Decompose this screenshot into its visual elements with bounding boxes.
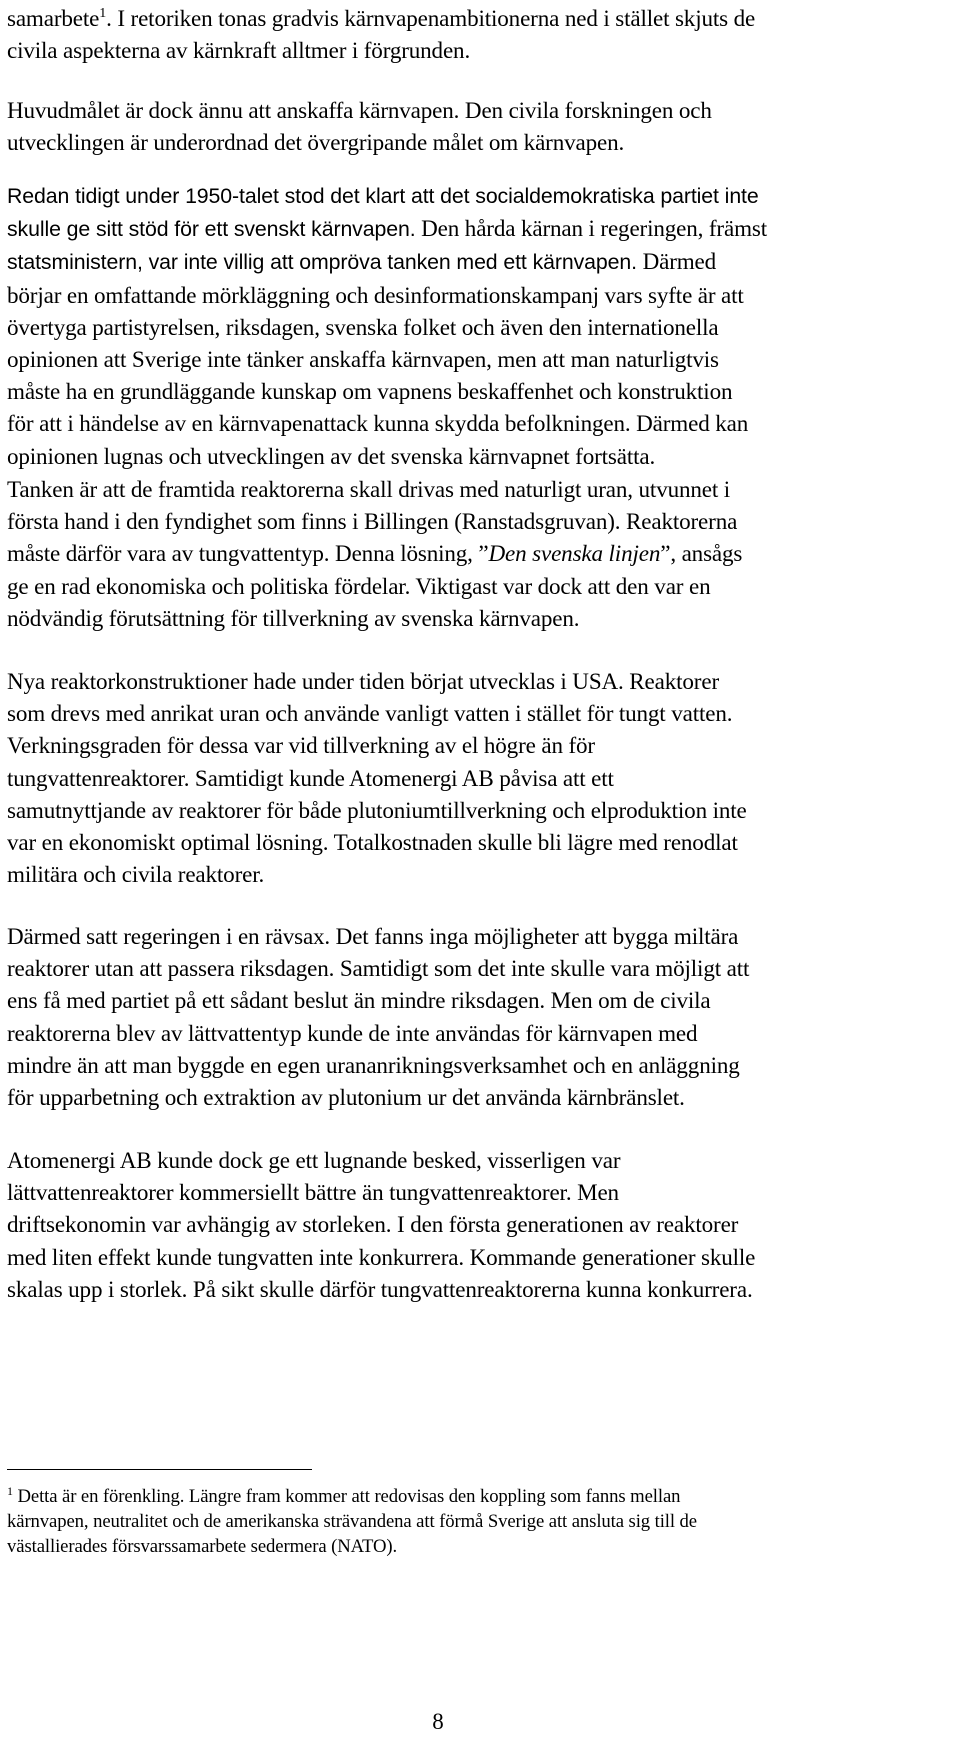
text-line: utvecklingen är underordnad det övergripande målet om kärnvapen. bbox=[7, 129, 625, 156]
text-fragment: Detta är en förenkling. Längre fram kommer att redovisas den koppling som fanns mellan bbox=[12, 1486, 681, 1507]
text-line bbox=[7, 2, 952, 34]
paragraph-2 bbox=[7, 94, 952, 158]
paragraph-6 bbox=[7, 920, 952, 1113]
text-fragment: Den hårda kärnan i regeringen, främst bbox=[415, 215, 767, 242]
text-line: opinionen lugnas och utvecklingen av det svenska kärnvapnet fortsätta. bbox=[7, 442, 656, 469]
text-fragment: skulle ge sitt stöd för ett svenskt kärnvapen. bbox=[7, 217, 416, 242]
text-line: som drevs med anrikat uran och använde vanligt vatten i stället för tungt vatten. bbox=[7, 700, 733, 727]
text-fragment: statsministern, var inte villig att ompröva tanken med ett kärnvapen. bbox=[7, 250, 637, 275]
text-line: var en ekonomiskt optimal lösning. Totalkostnaden skulle bli lägre med renodlat bbox=[7, 829, 738, 856]
text-line: tungvattenreaktorer. Samtidigt kunde Atomenergi AB påvisa att ett bbox=[7, 764, 614, 791]
text-line: samutnyttjande av reaktorer för både plutoniumtillverkning och elproduktion inte bbox=[7, 796, 747, 823]
text-fragment: måste därför vara av tungvattentyp. Denna lösning, ” bbox=[7, 540, 489, 567]
footnote-separator bbox=[7, 1469, 312, 1470]
text-line: nödvändig förutsättning för tillverkning av svenska kärnvapen. bbox=[7, 604, 580, 631]
footnote-marker: 1 bbox=[7, 1484, 13, 1498]
text-line: för att i händelse av en kärnvapenattack kunna skydda befolkningen. Därmed kan bbox=[7, 410, 749, 437]
text-line: Huvudmålet är dock ännu att anskaffa kärnvapen. Den civila forskningen och bbox=[7, 97, 712, 123]
text-line: Nya reaktorkonstruktioner hade under tiden börjat utvecklas i USA. Reaktorer bbox=[7, 668, 719, 694]
text-line: lättvattenreaktorer kommersiellt bättre än tungvattenreaktorer. Men bbox=[7, 1179, 619, 1206]
paragraph-7 bbox=[7, 1144, 952, 1305]
text-line: övertyga partistyrelsen, riksdagen, svenska folket och även den internationella bbox=[7, 313, 719, 340]
text-line: mindre än att man byggde en egen urananrikningsverksamhet och en anläggning bbox=[7, 1051, 740, 1078]
text-line: opinionen att Sverige inte tänker anskaffa kärnvapen, men att man naturligtvis bbox=[7, 346, 719, 373]
text-fragment: ”, ansågs bbox=[660, 540, 743, 567]
text-line: skalas upp i storlek. På sikt skulle därför tungvattenreaktorerna kunna konkurrera. bbox=[7, 1275, 753, 1302]
footnote bbox=[7, 1484, 952, 1560]
text-line bbox=[7, 212, 952, 245]
emphasized-term: Den svenska linjen bbox=[488, 540, 661, 567]
text-line: reaktorer utan att passera riksdagen. Samtidigt som det inte skulle vara möjligt att bbox=[7, 955, 750, 982]
text-line: civila aspekterna av kärnkraft alltmer i förgrunden. bbox=[7, 37, 471, 64]
paragraph-4 bbox=[7, 473, 952, 634]
page-number: 8 bbox=[432, 1709, 444, 1734]
footnote-line: västallierades försvarssamarbete sedermera (NATO). bbox=[7, 1536, 398, 1558]
text-line: driftsekonomin var avhängig av storleken. I den första generationen av reaktorer bbox=[7, 1211, 739, 1238]
footnote-line bbox=[7, 1484, 952, 1509]
text-line: ens få med partiet på ett sådant beslut än mindre riksdagen. Men om de civila bbox=[7, 987, 711, 1014]
text-line: Atomenergi AB kunde dock ge ett lugnande besked, visserligen var bbox=[7, 1147, 621, 1173]
text-line: Redan tidigt under 1950-talet stod det klart att det socialdemokratiska partiet inte bbox=[7, 184, 759, 208]
footnote-reference[interactable]: 1 bbox=[99, 6, 107, 21]
text-line bbox=[7, 537, 952, 569]
text-line: med liten effekt kunde tungvatten inte konkurrera. Kommande generationer skulle bbox=[7, 1243, 756, 1270]
text-fragment: Därmed bbox=[636, 248, 717, 275]
document-page bbox=[7, 0, 952, 1749]
text-line bbox=[7, 245, 952, 278]
text-line: ge en rad ekonomiska och politiska fördelar. Viktigast var dock att den var en bbox=[7, 572, 711, 599]
text-line: Därmed satt regeringen i en rävsax. Det fanns inga möjligheter att bygga miltära bbox=[7, 923, 739, 949]
footnote-line: kärnvapen, neutralitet och de amerikanska strävandena att förmå Sverige att ansluta sig till de bbox=[7, 1511, 697, 1533]
text-fragment: samarbete bbox=[7, 5, 100, 31]
text-line: första hand i den fyndighet som finns i Billingen (Ranstadsgruvan). Reaktorerna bbox=[7, 508, 738, 535]
text-fragment: . I retoriken tonas gradvis kärnvapenambitionerna ned i stället skjuts de bbox=[106, 5, 756, 31]
paragraph-5 bbox=[7, 665, 952, 890]
text-line: reaktorerna blev av lättvattentyp kunde de inte användas för kärnvapen med bbox=[7, 1019, 698, 1046]
text-line: för upparbetning och extraktion av plutonium ur det använda kärnbränslet. bbox=[7, 1084, 685, 1111]
paragraph-1 bbox=[7, 2, 952, 66]
text-line: Verkningsgraden för dessa var vid tillverkning av el högre än för bbox=[7, 732, 595, 759]
text-line: måste ha en grundläggande kunskap om vapnens beskaffenhet och konstruktion bbox=[7, 378, 733, 405]
text-line: börjar en omfattande mörkläggning och desinformationskampanj vars syfte är att bbox=[7, 281, 744, 308]
text-line: militära och civila reaktorer. bbox=[7, 861, 265, 888]
paragraph-3 bbox=[7, 180, 952, 472]
text-line: Tanken är att de framtida reaktorerna skall drivas med naturligt uran, utvunnet i bbox=[7, 476, 731, 502]
